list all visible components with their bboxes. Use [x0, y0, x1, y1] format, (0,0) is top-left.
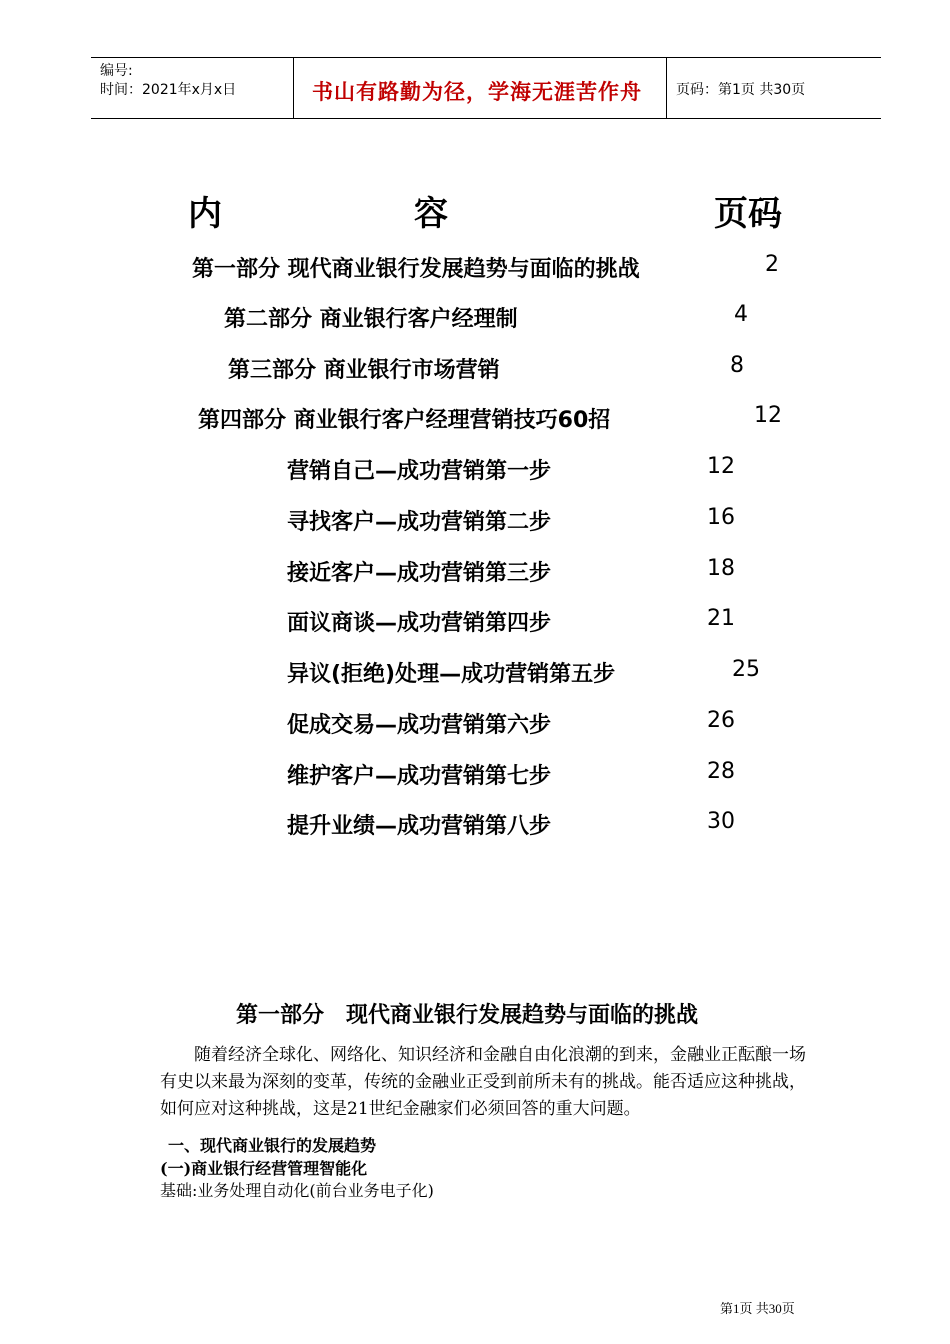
toc-part-2-page: 4	[734, 302, 748, 327]
toc-step-6-title: 促成交易—成功营销第六步	[287, 713, 552, 738]
subheading-trends: 一、现代商业银行的发展趋势	[168, 1136, 377, 1155]
header-motto: 书山有路勤为径，学海无涯苦作舟	[312, 80, 642, 104]
toc-part-2-title: 第二部分 商业银行客户经理制	[224, 307, 518, 332]
header-divider-right	[666, 57, 667, 119]
toc-heading-content-2: 容	[414, 194, 448, 234]
toc-step-8-page: 30	[707, 809, 735, 834]
toc-step-8-title: 提升业绩—成功营销第八步	[287, 814, 552, 839]
header-bottom-rule	[91, 118, 881, 119]
intro-paragraph: 随着经济全球化、网络化、知识经济和金融自由化浪潮的到来，金融业正酝酿一场有史以来最为深刻的变革，传统的金融业正受到前所未有的挑战。能否适应这种挑战，如何应对这种挑战，这是21世纪金融家们必须回答的重大问题。	[160, 1045, 806, 1119]
toc-heading-page: 页码	[714, 194, 782, 234]
header-divider-left	[293, 57, 294, 119]
toc-step-6-page: 26	[707, 708, 735, 733]
header-number-label: 编号:	[100, 63, 133, 79]
basis-line: 基础:业务处理自动化(前台业务电子化)	[160, 1181, 434, 1200]
header-top-rule	[91, 57, 881, 58]
toc-step-5-title: 异议(拒绝)处理—成功营销第五步	[287, 662, 616, 687]
toc-step-4-title: 面议商谈—成功营销第四步	[287, 611, 552, 636]
toc-step-2-page: 16	[707, 505, 735, 530]
toc-part-1-title: 第一部分 现代商业银行发展趋势与面临的挑战	[192, 257, 640, 282]
toc-step-7-title: 维护客户—成功营销第七步	[287, 764, 552, 789]
toc-step-1-page: 12	[707, 454, 735, 479]
toc-step-1-title: 营销自己—成功营销第一步	[287, 459, 552, 484]
toc-step-3-title: 接近客户—成功营销第三步	[287, 561, 552, 586]
toc-part-4-page: 12	[754, 403, 782, 428]
footer-page-number: 第1页 共30页	[720, 1301, 795, 1316]
toc-step-5-page: 25	[732, 657, 760, 682]
header-page-label: 页码：第1页 共30页	[676, 82, 806, 98]
toc-part-3-title: 第三部分 商业银行市场营销	[228, 358, 500, 383]
toc-part-3-page: 8	[730, 353, 744, 378]
subheading-intelligent-management: (一)商业银行经营管理智能化	[160, 1159, 368, 1178]
toc-part-1-page: 2	[765, 252, 779, 277]
section-title: 第一部分 现代商业银行发展趋势与面临的挑战	[236, 1003, 699, 1028]
toc-step-7-page: 28	[707, 759, 735, 784]
header-time-label: 时间：2021年x月x日	[100, 82, 237, 98]
toc-heading-content-1: 内	[188, 194, 222, 234]
toc-part-4-title: 第四部分 商业银行客户经理营销技巧60招	[198, 408, 611, 433]
toc-step-2-title: 寻找客户—成功营销第二步	[287, 510, 552, 535]
toc-step-4-page: 21	[707, 606, 735, 631]
toc-step-3-page: 18	[707, 556, 735, 581]
